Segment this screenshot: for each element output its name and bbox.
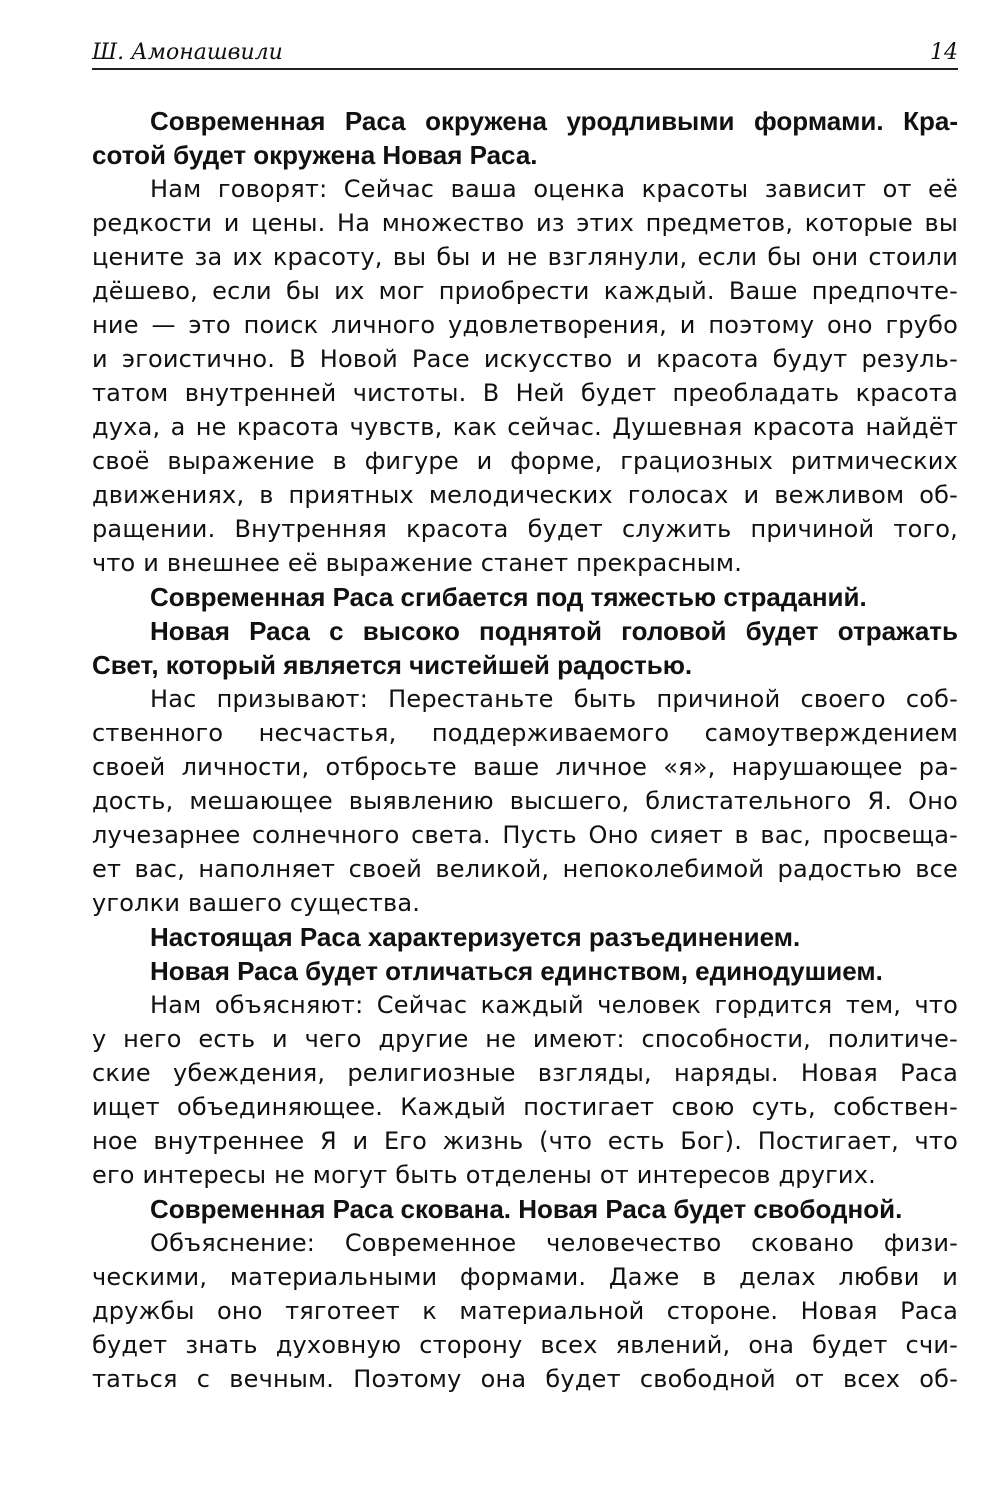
text-line: Объяснение: Современное человечество сковано физи- [150, 1229, 958, 1257]
text-line: сотой будет окружена Новая Раса. [92, 140, 538, 170]
text-line: лучезарнее солнечного света. Пусть Оно сияет в вас, просвеща- [92, 821, 958, 849]
text-line: и эгоистично. В Новой Расе искусство и красота будут резуль- [92, 345, 958, 373]
text-line: духа, а не красота чувств, как сейчас. Душевная красота найдёт [92, 413, 958, 441]
text-line: Настоящая Раса характеризуется разъединением. [150, 922, 801, 952]
bold-paragraph [92, 920, 958, 954]
text-line: таться с вечным. Поэтому она будет свободной от всех об- [92, 1365, 958, 1393]
text-line: дёшево, если бы их мог приобрести каждый. Ваше предпочте- [92, 277, 958, 305]
header-author: Ш. Амонашвили [92, 40, 283, 65]
text-line: дость, мешающее выявлению высшего, блистательного Я. Оно [92, 787, 958, 815]
text-line: дружбы оно тяготеет к материальной стороне. Новая Раса [92, 1297, 958, 1325]
text-line: своё выражение в фигуре и форме, грациозных ритмических [92, 447, 958, 475]
text-line: татом внутренней чистоты. В Ней будет преобладать красота [92, 379, 958, 407]
bold-paragraph [92, 954, 958, 988]
text-line: Современная Раса скована. Новая Раса будет свободной. [150, 1194, 903, 1224]
text-line: ное внутреннее Я и Его жизнь (что есть Бог). Постигает, что [92, 1127, 958, 1155]
text-line: ращении. Внутренняя красота будет служить причиной того, [92, 515, 958, 543]
text-line: Новая Раса с высоко поднятой головой будет отражать [150, 616, 958, 646]
page-number: 14 [930, 40, 958, 65]
text-line: ческими, материальными формами. Даже в делах любви и [92, 1263, 958, 1291]
text-line: Нам говорят: Сейчас ваша оценка красоты зависит от её [150, 175, 958, 203]
text-line: ние — это поиск личного удовлетворения, и поэтому оно грубо [92, 311, 958, 339]
text-line: ищет объединяющее. Каждый постигает свою суть, собствен- [92, 1093, 958, 1121]
bold-paragraph [92, 580, 958, 614]
text-line: Свет, который является чистейшей радостью. [92, 650, 693, 680]
paragraph [92, 172, 958, 580]
text-line: ские убеждения, религиозные взгляды, наряды. Новая Раса [92, 1059, 958, 1087]
text-line: цените за их красоту, вы бы и не взглянули, если бы они стоили [92, 243, 958, 271]
text-line: Нам объясняют: Сейчас каждый человек гордится тем, что [150, 991, 958, 1019]
text-line: Новая Раса будет отличаться единством, единодушием. [150, 956, 883, 986]
body-text [92, 104, 958, 1396]
text-line: у него есть и чего другие не имеют: способности, политиче- [92, 1025, 958, 1053]
text-line: что и внешнее её выражение станет прекрасным. [92, 549, 743, 577]
running-head [92, 38, 958, 70]
text-line: уголки вашего существа. [92, 889, 421, 917]
paragraph [92, 988, 958, 1192]
text-line: ственного несчастья, поддерживаемого самоутверждением [92, 719, 958, 747]
text-line: движениях, в приятных мелодических голосах и вежливом об- [92, 481, 958, 509]
text-line: редкости и цены. На множество из этих предметов, которые вы [92, 209, 958, 237]
text-line: его интересы не могут быть отделены от интересов других. [92, 1161, 876, 1189]
paragraph [92, 1226, 958, 1396]
text-line: Современная Раса сгибается под тяжестью страданий. [150, 582, 867, 612]
text-line: ет вас, наполняет своей великой, непоколебимой радостью все [92, 855, 958, 883]
text-line: своей личности, отбросьте ваше личное «я», нарушающее ра- [92, 753, 958, 781]
bold-paragraph [92, 614, 958, 682]
text-line: будет знать духовную сторону всех явлений, она будет счи- [92, 1331, 958, 1359]
bold-paragraph [92, 1192, 958, 1226]
text-line: Нас призывают: Перестаньте быть причиной своего соб- [150, 685, 958, 713]
text-line: Современная Раса окружена уродливыми формами. Кра- [150, 106, 958, 136]
paragraph [92, 682, 958, 920]
bold-paragraph [92, 104, 958, 172]
